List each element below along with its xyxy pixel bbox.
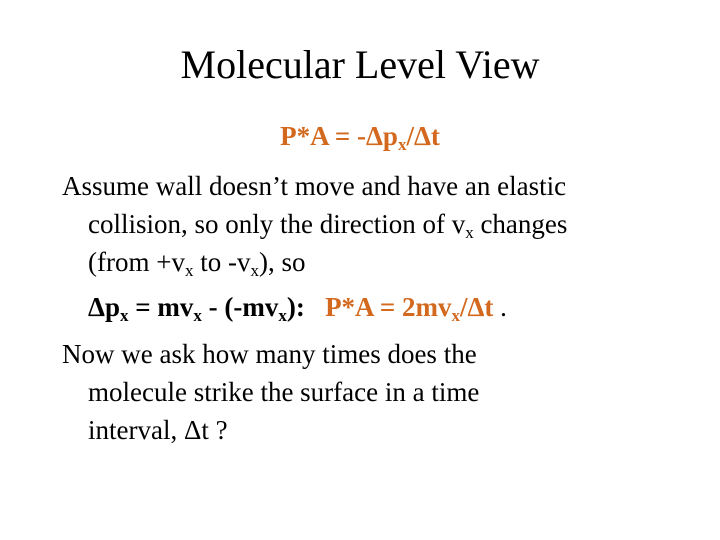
text-run: interval, [88, 415, 184, 445]
pressure-formula [0, 117, 720, 155]
text-run: t [484, 292, 494, 322]
text-run: ), so [258, 247, 306, 277]
text-run: ): [286, 292, 312, 322]
subscript-x: x [397, 135, 407, 154]
text-run: collision, so only the direction of v [88, 209, 466, 239]
formula-p: p [382, 121, 398, 151]
subscript-x: x [465, 223, 474, 242]
paragraph-1-line-1: Assume wall doesn’t move and have an elastic [62, 171, 567, 201]
subscript-x: x [119, 306, 129, 325]
text-run: - (-mv [201, 292, 279, 322]
formula-slash: / [406, 121, 414, 151]
formula-t: t [430, 121, 440, 151]
paragraph-2-line-3 [88, 411, 228, 449]
text-run: = mv [128, 292, 194, 322]
momentum-change-equation [88, 288, 507, 326]
text-run: (from +v [88, 247, 185, 277]
delta-symbol: Δ [88, 292, 105, 322]
paragraph-2-line-1: Now we ask how many times does the [62, 339, 477, 369]
paragraph-1-line-2 [88, 205, 567, 243]
delta-symbol: Δ [183, 415, 202, 445]
subscript-x: x [193, 306, 202, 325]
text-run: p [104, 292, 120, 322]
text-run: . [493, 292, 507, 322]
subscript-x: x [250, 261, 259, 280]
delta-symbol: Δ [413, 121, 431, 151]
delta-symbol: Δ [467, 292, 485, 322]
slide-title: Molecular Level View [180, 42, 540, 87]
text-run: changes [473, 209, 568, 239]
pressure-result: P*A = 2mv [325, 292, 452, 322]
text-run: to -v [193, 247, 251, 277]
paragraph-1-line-3 [88, 243, 305, 281]
text-run: t ? [201, 415, 228, 445]
paragraph-2-line-2: molecule strike the surface in a time [88, 377, 480, 407]
text-run: / [459, 292, 468, 322]
subscript-x: x [451, 306, 460, 325]
subscript-x: x [184, 261, 194, 280]
delta-symbol: Δ [365, 121, 383, 151]
formula-lhs: P*A = - [280, 121, 366, 151]
subscript-x: x [278, 306, 287, 325]
